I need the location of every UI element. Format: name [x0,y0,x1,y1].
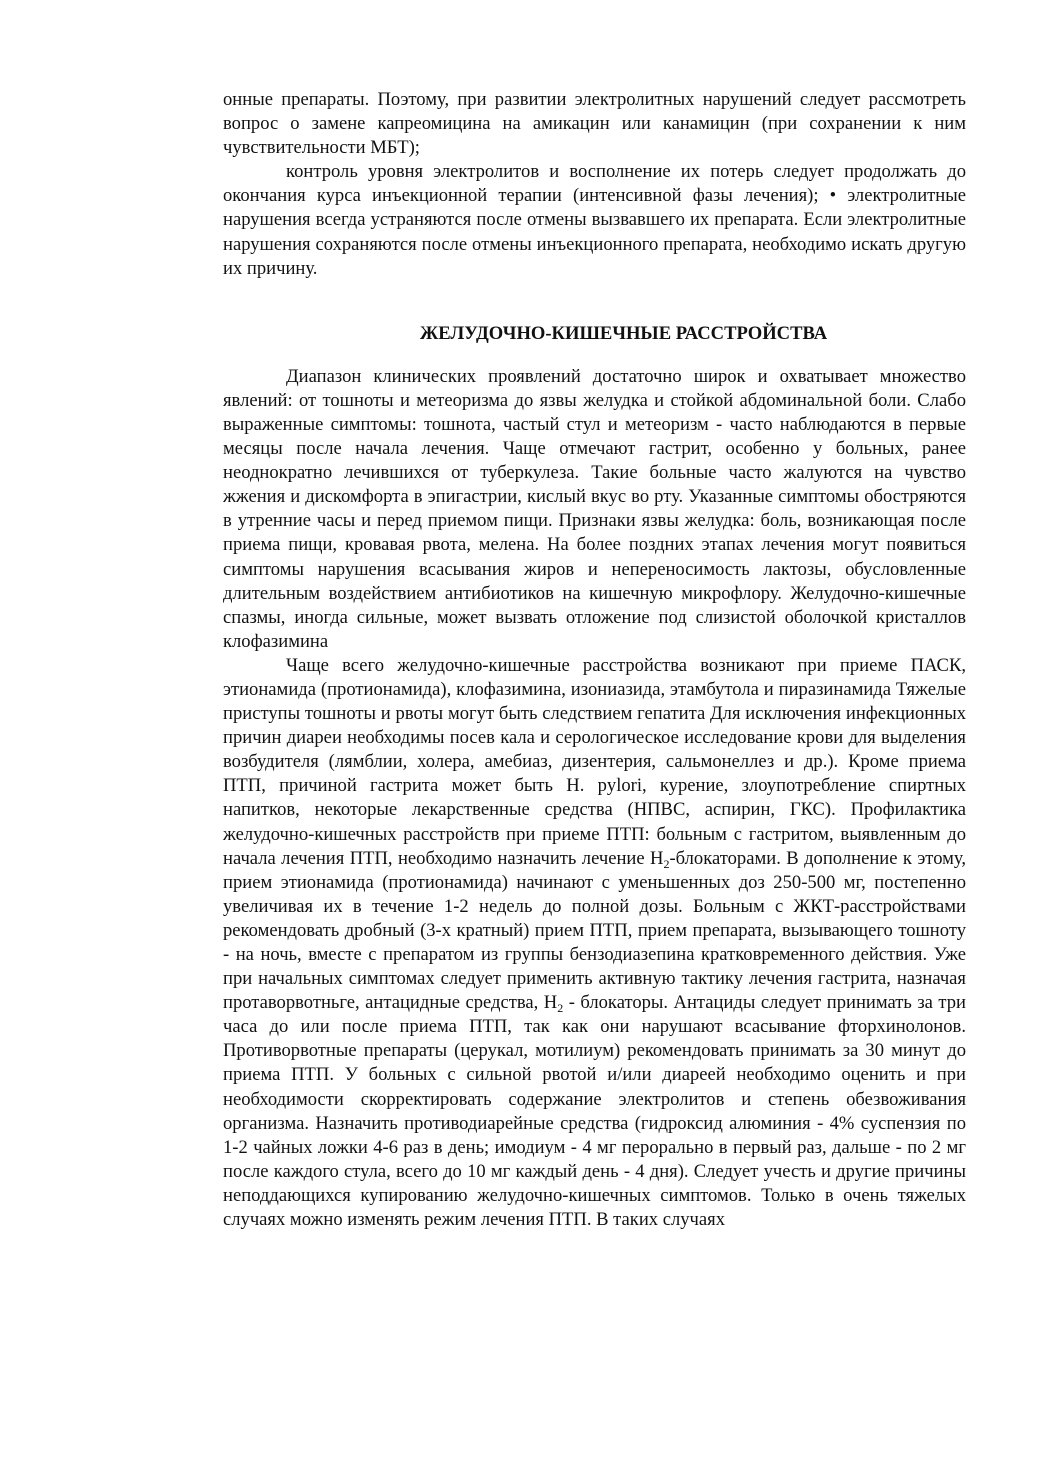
section-paragraph-symptoms: Диапазон клинических проявлений достаточно широк и охватывает множество явлений: от тошноты и метеоризма до язвы желудка и стойкой абдоминальной боли. Слабо выраженные симптомы: тошнота, частый стул и метеоризм - часто наблюдаются в первые месяцы после начала лечения. Чаще отмечают гастрит, особенно у больных, ранее неоднократно лечившихся от туберкулеза. Такие больные часто жалуются на чувство жжения и дискомфорта в эпигастрии, кислый вкус во рту. Указанные симптомы обостряются в утренние часы и перед приемом пищи. Признаки язвы желудка: боль, возникающая после приема пищи, кровавая рвота, мелена. На более поздних этапах лечения могут появиться симптомы нарушения всасывания жиров и непереносимость лактозы, обусловленные длительным воздействием антибиотиков на кишечную микрофлору. Желудочно-кишечные спазмы, иногда сильные, может вызвать отложение под слизистой оболочкой кристаллов клофазимина [223,365,966,652]
section-heading: ЖЕЛУДОЧНО-КИШЕЧНЫЕ РАССТРОЙСТВА [419,322,828,344]
section-paragraph-causes [223,654,966,1232]
paragraph-text-part-1: Чаще всего желудочно-кишечные расстройства возникают при приеме ПАСК, этионамида (протионамида), клофазимина, изониазида, этамбутола и пиразинамида Тяжелые приступы тошноты и рвоты могут быть следствием гепатита Для исключения инфекционных причин диареи необходимы посев кала и серологическое исследование крови для выделения возбудителя (лямблии, холера, амебиаз, дизентерия, сальмонеллез и др.). Кроме приема ПТП, причиной гастрита может быть H. pylori, курение, злоупотребление спиртных напитков, некоторые лекарственные средства (НПВС, аспирин, ГКС). Профилактика желудочно-кишечных расстройств при приеме ПТП: больным с гастритом, выявленным до начала лечения ПТП, необходимо назначить лечение H [223,654,966,869]
subscript-2: 2 [663,856,670,871]
intro-paragraph-continuation: онные препараты. Поэтому, при развитии электролитных нарушений следует рассмотреть вопрос о замене капреомицина на амикацин или канамицин (при сохранении к ним чувствительности МБТ); [223,89,966,159]
paragraph-text-part-2: -блокаторами. В дополнение к этому, прием этионамида (протионамида) начинают с уменьшенных доз 250-500 мг, постепенно увеличивая их в течение 1-2 недель до полной дозы. Больным с ЖКТ-расстройствами рекомендовать дробный (3-х кратный) прием ПТП, прием препарата, вызывающего тошноту - на ночь, вместе с препаратом из группы бензодиазепина кратковременного действия. Уже при начальных симптомах следует применить активную тактику лечения гастрита, назначая протаворвотньге, антацидные средства, H [223,847,966,1014]
subscript-2: 2 [557,1001,564,1016]
document-page [223,88,966,1232]
paragraph-text-part-3: - блокаторы. Антациды следует принимать за три часа до или после приема ПТП, так как они нарушают всасывание фторхинолонов. Противорвотные препараты (церукал, мотилиум) рекомендовать принимать за 30 минут до приема ПТП. У больных с сильной рвотой и/или диареей необходимо оценить и при необходимости скорректировать содержание электролитов и степень обезвоживания организма. Назначить противодиарейные средства (гидроксид алюминия - 4% суспензия по 1-2 чайных ложки 4-6 раз в день; имодиум - 4 мг перорально в первый раз, дальше - по 2 мг после каждого стула, всего до 10 мг каждый день - 4 дня). Следует учесть и другие причины неподдающихся купированию желудочно-кишечных симптомов. Только в очень тяжелых случаях можно изменять режим лечения ПТП. В таких случаях [223,992,966,1231]
intro-paragraph-electrolytes: контроль уровня электролитов и восполнение их потерь следует продолжать до окончания курса инъекционной терапии (интенсивной фазы лечения); • электролитные нарушения всегда устраняются после отмены вызвавшего их препарата. Если электролитные нарушения сохраняются после отмены инъекционного препарата, необходимо искать другую их причину. [223,161,966,279]
